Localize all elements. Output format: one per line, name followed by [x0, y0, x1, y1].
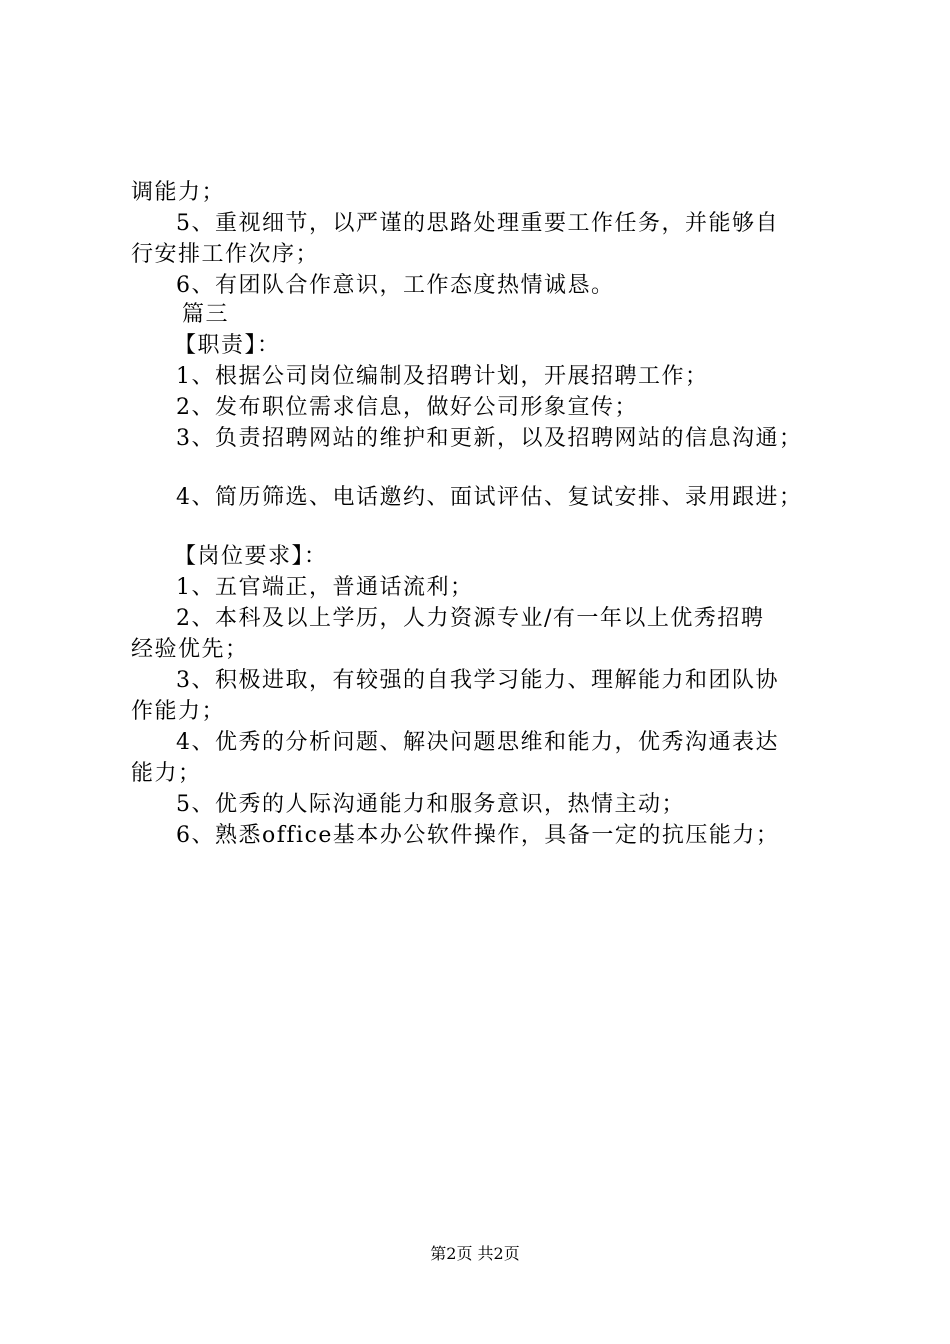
text-line: 1、根据公司岗位编制及招聘计划，开展招聘工作；	[176, 364, 709, 389]
text-line: 1、五官端正，普通话流利；	[176, 575, 474, 600]
text-line: 6、熟悉office基本办公软件操作，具备一定的抗压能力；	[176, 823, 780, 848]
text-line: 4、简历筛选、电话邀约、面试评估、复试安排、录用跟进；	[176, 485, 803, 510]
text-line: 3、负责招聘网站的维护和更新，以及招聘网站的信息沟通；	[176, 426, 803, 451]
text-line: 5、重视细节，以严谨的思路处理重要工作任务，并能够自	[176, 211, 779, 236]
section-heading: 【职责】：	[174, 333, 281, 358]
text-line: 5、优秀的人际沟通能力和服务意识，热情主动；	[176, 792, 685, 817]
text-line: 4、优秀的分析问题、解决问题思维和能力，优秀沟通表达	[176, 730, 779, 755]
text-line: 3、积极进取，有较强的自我学习能力、理解能力和团队协	[176, 668, 779, 693]
section-heading: 【岗位要求】：	[174, 544, 328, 569]
section-heading: 篇三	[182, 302, 230, 327]
text-line: 2、本科及以上学历，人力资源专业/有一年以上优秀招聘	[176, 606, 765, 631]
text-line: 6、有团队合作意识，工作态度热情诚恳。	[176, 273, 615, 298]
text-line: 调能力；	[131, 180, 226, 205]
text-line: 经验优先；	[131, 637, 249, 662]
text-line: 作能力；	[131, 699, 226, 724]
text-line: 行安排工作次序；	[131, 242, 320, 267]
text-line: 2、发布职位需求信息，做好公司形象宣传；	[176, 395, 638, 420]
page-footer: 第2页 共2页	[430, 1244, 520, 1263]
text-line: 能力；	[131, 761, 202, 786]
